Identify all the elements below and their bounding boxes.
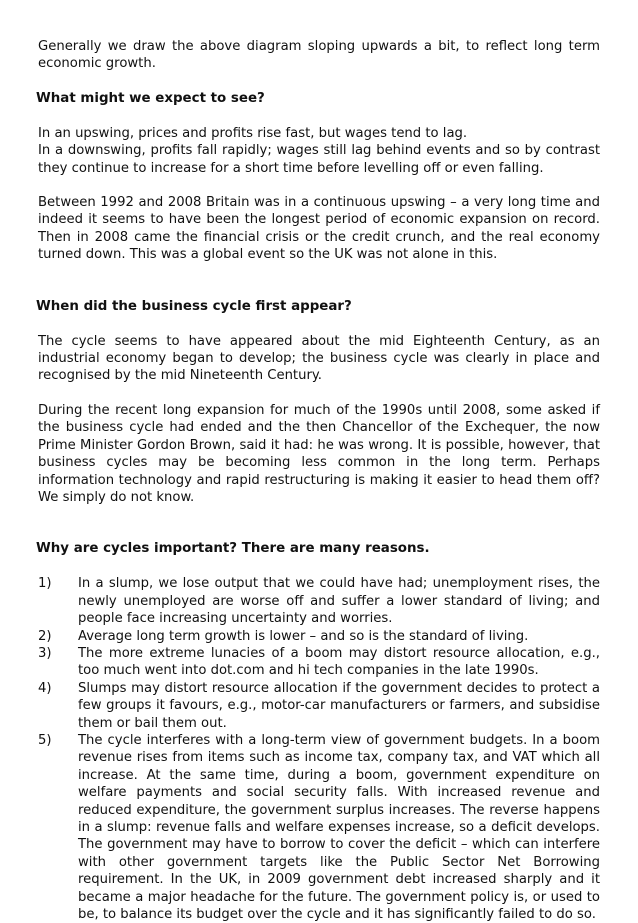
list-item [38, 628, 600, 645]
reasons-list [38, 575, 600, 923]
list-item [38, 645, 600, 680]
list-item-number: 4) [38, 680, 52, 696]
list-item-text: Slumps may distort resource allocation if the government decides to protect a few groups it favours, e.g., motor-car manufacturers or farmers, and subsidise them or bail them out. [78, 680, 600, 731]
paragraph-upswing: In an upswing, prices and profits rise fast, but wages tend to lag. [38, 125, 468, 141]
list-item-text: The cycle interferes with a long-term view of government budgets. In a boom revenue rises from items such as income tax, company tax, and VAT which all increase. At the same time, during a boom, government expenditure on welfare payments and social security falls. With increased revenue and reduced expenditure, the government surplus increases. The reverse happens in a slump: revenue falls and welfare expenses increase, so a deficit develops. The government may have to borrow to cover the deficit – which can interfere with other government targets like the Public Sector Net Borrowing requirement. In the UK, in 2009 government debt increased sharply and it became a major headache for the future. The government policy is, or used to be, to balance its budget over the cycle and it has significantly failed to do so. [78, 732, 600, 923]
intro-paragraph: Generally we draw the above diagram sloping upwards a bit, to reflect long term economic growth. [38, 39, 600, 72]
list-item [38, 575, 600, 627]
section-heading-expect: What might we expect to see? [36, 90, 265, 106]
list-item [38, 680, 600, 732]
list-item [38, 732, 600, 923]
list-item-text: In a slump, we lose output that we could have had; unemployment rises, the newly unemployed are worse off and suffer a lower standard of living; and people face increasing uncertainty and worries. [78, 576, 600, 627]
list-item-number: 3) [38, 645, 52, 661]
list-item-number: 1) [38, 576, 52, 592]
paragraph-britain-upswing: Between 1992 and 2008 Britain was in a continuous upswing – a very long time and indeed it seems to have been the longest period of economic expansion on record. Then in 2008 came the financial crisis or the credit crunch, and the real economy turned down. This was a global event so the UK was not alone in this. [38, 195, 600, 263]
section-heading-importance: Why are cycles important? There are many reasons. [36, 541, 430, 557]
list-item-number: 2) [38, 628, 52, 644]
section-heading-first-appear: When did the business cycle first appear? [36, 298, 352, 314]
list-item-text: The more extreme lunacies of a boom may distort resource allocation, e.g., too much went into dot.com and hi tech companies in the late 1990s. [78, 645, 600, 679]
paragraph-long-expansion: During the recent long expansion for much of the 1990s until 2008, some asked if the business cycle had ended and the then Chancellor of the Exchequer, the now Prime Minister Gordon Brown, said it had: he was wrong. It is possible, however, that business cycles may be becoming less common in the long term. Perhaps information technology and rapid restructuring is making it easier to head them off? We simply do not know. [38, 402, 600, 505]
paragraph-downswing: In a downswing, profits fall rapidly; wages still lag behind events and so by contrast they continue to increase for a short time before levelling off or even falling. [38, 143, 600, 176]
paragraph-eighteenth-century: The cycle seems to have appeared about the mid Eighteenth Century, as an industrial economy began to develop; the business cycle was clearly in place and recognised by the mid Nineteenth Century. [38, 333, 600, 384]
document-page [38, 38, 600, 923]
list-item-number: 5) [38, 732, 52, 748]
list-item-text: Average long term growth is lower – and so is the standard of living. [78, 628, 529, 644]
